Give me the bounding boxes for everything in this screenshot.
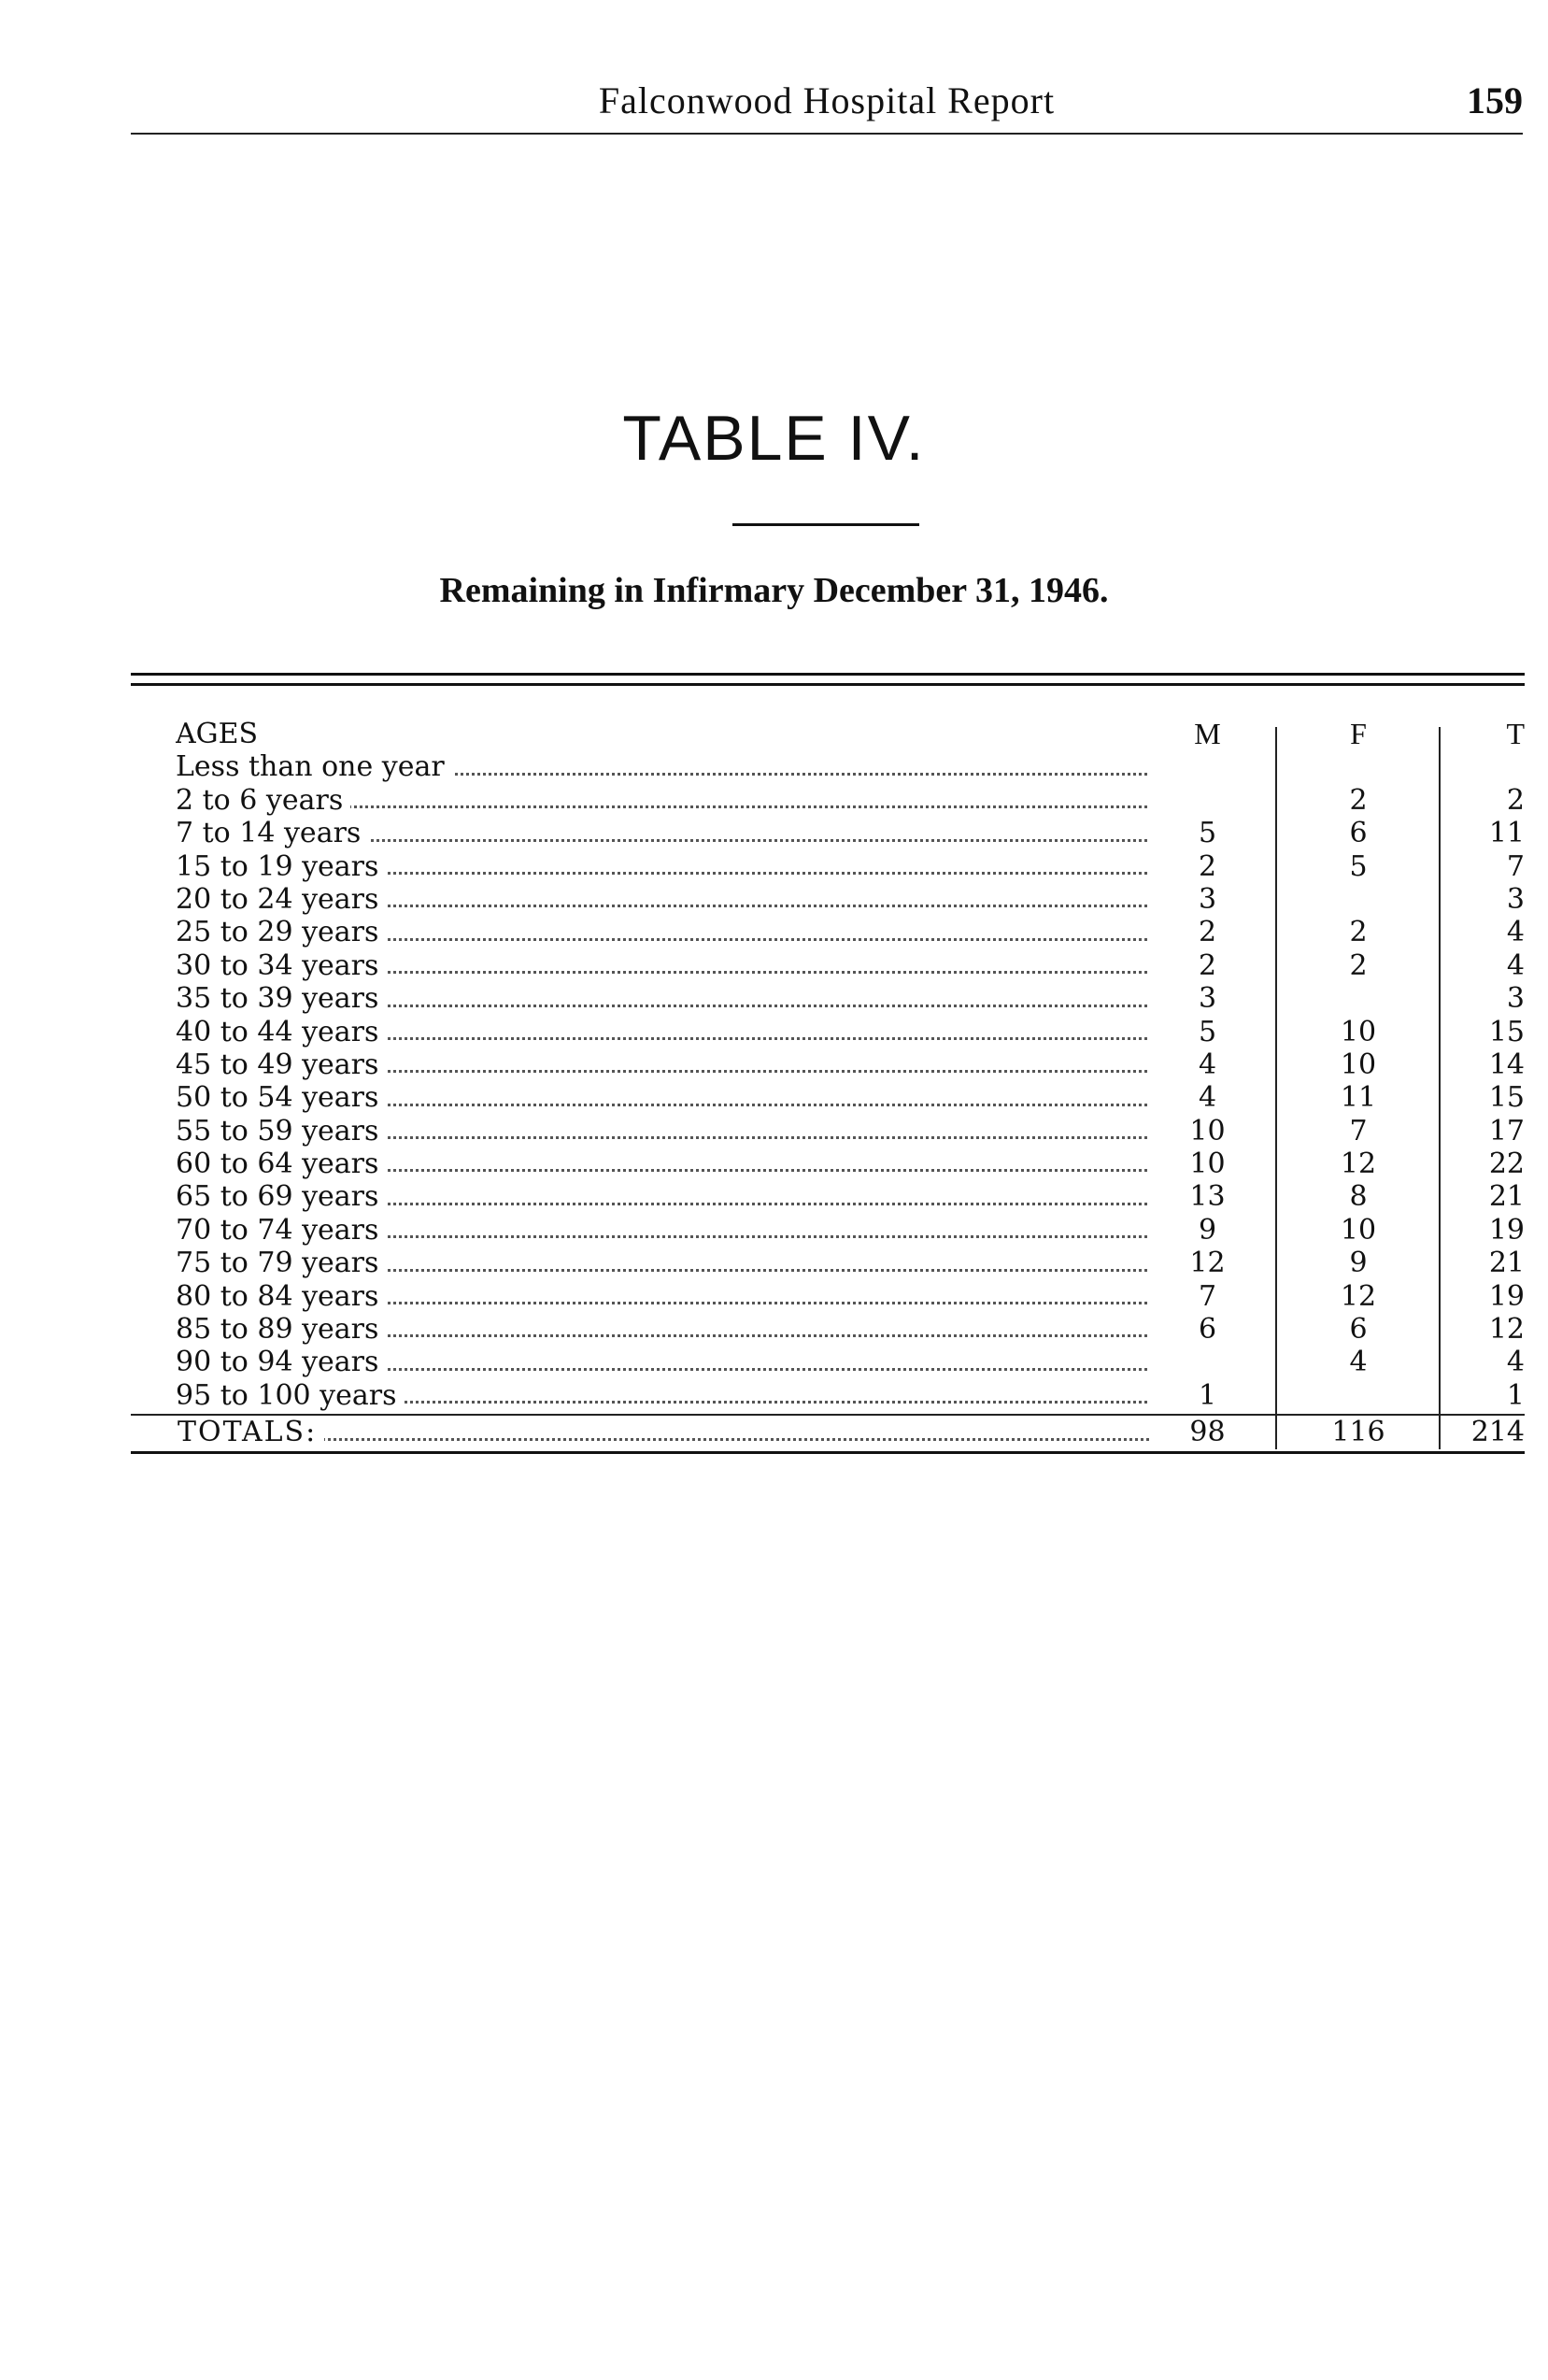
table-row [131,1147,1525,1180]
age-label: Less than one year [176,750,1147,783]
m-value: 13 [1189,1180,1226,1214]
f-value: 2 [1349,783,1368,817]
table-top-rule [131,673,1525,686]
t-total: 214 [1470,1416,1525,1449]
age-label: 20 to 24 years [176,883,1147,916]
age-label: 85 to 89 years [176,1313,1147,1346]
f-value: 12 [1340,1279,1377,1313]
m-value: 7 [1198,1279,1217,1313]
table-row [131,1048,1525,1081]
age-label: 80 to 84 years [176,1280,1147,1313]
f-value: 8 [1349,1180,1368,1214]
f-value: 2 [1349,916,1368,949]
table-row [131,1313,1525,1346]
age-label: 45 to 49 years [176,1048,1147,1081]
table-subtitle: Remaining in Infirmary December 31, 1946. [439,571,1109,610]
table-row [131,1016,1525,1048]
header-row [131,718,1525,750]
age-label: 2 to 6 years [176,784,1147,817]
f-value: 10 [1340,1047,1377,1081]
t-value: 19 [1488,1213,1525,1247]
table-body [131,718,1525,1449]
t-value: 21 [1488,1180,1525,1214]
t-value: 22 [1488,1147,1525,1181]
t-header: T [1506,717,1525,750]
age-label: 15 to 19 years [176,850,1147,883]
t-value: 11 [1488,817,1525,850]
m-value: 2 [1198,916,1217,949]
table-row [131,1180,1525,1213]
t-value: 14 [1488,1047,1525,1081]
f-value: 10 [1340,1213,1377,1247]
table-row [131,850,1525,883]
table-row [131,784,1525,817]
table-row [131,1214,1525,1247]
t-value: 3 [1506,982,1525,1016]
t-value: 17 [1488,1114,1525,1147]
age-label: 65 to 69 years [176,1180,1147,1213]
age-label: 7 to 14 years [176,817,1147,849]
t-value: 3 [1506,882,1525,916]
table-title: TABLE IV. [622,403,926,474]
t-value: 4 [1506,916,1525,949]
t-value: 12 [1488,1313,1525,1347]
table-row [131,883,1525,916]
t-value: 21 [1488,1247,1525,1280]
age-label: 70 to 74 years [176,1214,1147,1247]
m-total: 98 [1189,1416,1226,1449]
table-row [131,1346,1525,1378]
f-value: 10 [1340,1015,1377,1048]
age-label: 95 to 100 years [176,1379,1147,1412]
running-head [131,78,1523,135]
f-value: 5 [1349,849,1368,883]
totals-label: TOTALS: [178,1416,1149,1448]
title-divider [732,523,919,526]
m-value: 10 [1189,1147,1226,1181]
f-value: 7 [1349,1114,1368,1147]
age-label: 60 to 64 years [176,1147,1147,1180]
m-value: 3 [1198,982,1217,1016]
age-label: 50 to 54 years [176,1081,1147,1114]
table-row [131,916,1525,948]
f-value: 4 [1349,1346,1368,1379]
m-value: 4 [1198,1047,1217,1081]
f-value: 9 [1349,1247,1368,1280]
m-value: 3 [1198,882,1217,916]
age-label: 30 to 34 years [176,949,1147,982]
page-number: 159 [1467,79,1523,121]
m-value: 12 [1189,1247,1226,1280]
age-label: 35 to 39 years [176,982,1147,1015]
m-value: 2 [1198,849,1217,883]
m-value: 5 [1198,1015,1217,1048]
f-value: 2 [1349,948,1368,982]
age-label: 25 to 29 years [176,916,1147,948]
m-value: 10 [1189,1114,1226,1147]
t-value: 2 [1506,783,1525,817]
totals-row [131,1416,1525,1448]
m-header: M [1194,717,1221,750]
m-value: 5 [1198,817,1217,850]
age-label: 40 to 44 years [176,1016,1147,1048]
age-label: 55 to 59 years [176,1115,1147,1147]
m-value: 9 [1198,1213,1217,1247]
table-row [131,1115,1525,1147]
age-label: 90 to 94 years [176,1346,1147,1378]
f-header: F [1350,717,1367,750]
table-row [131,1280,1525,1313]
f-value: 6 [1349,817,1368,850]
f-value: 12 [1340,1147,1377,1181]
m-value: 1 [1198,1378,1217,1412]
ages-header: AGES [176,718,1147,750]
t-value: 4 [1506,948,1525,982]
m-value: 6 [1198,1313,1217,1347]
table-row [131,1081,1525,1114]
f-value: 11 [1340,1081,1377,1115]
m-value: 4 [1198,1081,1217,1115]
table-row [131,750,1525,783]
t-value: 1 [1506,1378,1525,1412]
age-label: 75 to 79 years [176,1247,1147,1279]
report-title: Falconwood Hospital Report [598,79,1056,121]
table-row [131,949,1525,982]
age-table [131,673,1525,1454]
table-row [131,982,1525,1015]
f-value: 6 [1349,1313,1368,1347]
t-value: 15 [1488,1081,1525,1115]
t-value: 4 [1506,1346,1525,1379]
t-value: 7 [1506,849,1525,883]
table-row [131,1379,1525,1412]
table-row [131,817,1525,849]
f-total: 116 [1331,1416,1385,1449]
m-value: 2 [1198,948,1217,982]
t-value: 19 [1488,1279,1525,1313]
table-bottom-rule [131,1451,1525,1454]
table-row [131,1247,1525,1279]
t-value: 15 [1488,1015,1525,1048]
